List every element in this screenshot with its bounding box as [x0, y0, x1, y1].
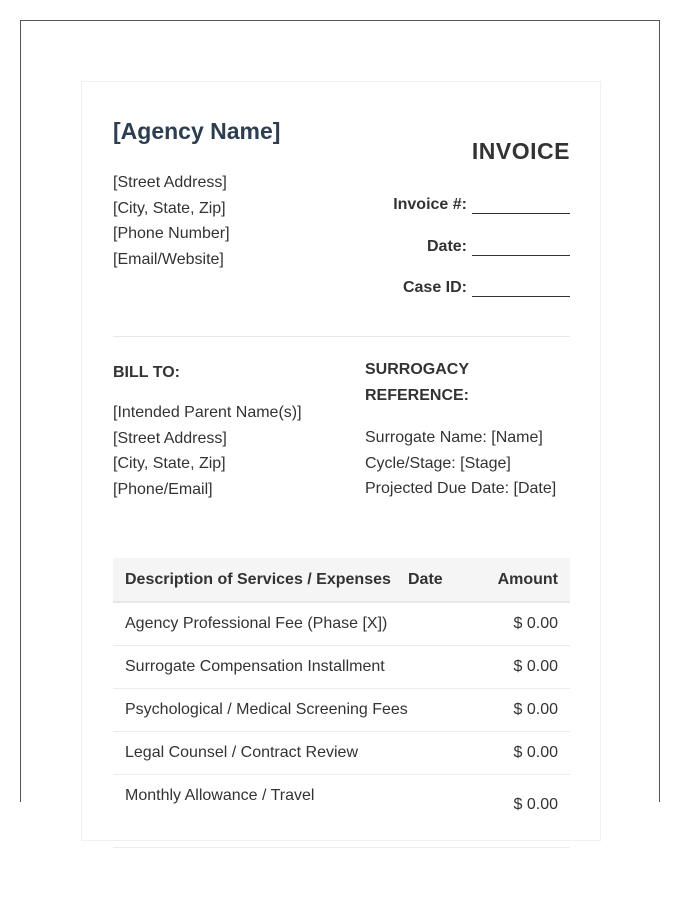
case-id-row [270, 256, 570, 298]
surrogacy-reference-heading: SURROGACY REFERENCE: [365, 361, 470, 404]
bill-to-contact: [Phone/Email] [113, 480, 213, 498]
invoice-number-blank [472, 196, 570, 214]
row-amount: $ 0.00 [513, 658, 558, 675]
invoice-date-blank [472, 238, 570, 256]
bill-to-city: [City, State, Zip] [113, 455, 226, 472]
page-frame [20, 20, 660, 813]
bill-to-street: [Street Address] [113, 429, 227, 447]
surrogacy-reference-details [365, 425, 556, 502]
row-description: Monthly Allowance / Travel [125, 787, 315, 804]
row-amount: $ 0.00 [513, 796, 558, 813]
agency-phone: [Phone Number] [113, 225, 230, 242]
bill-to-name: [Intended Parent Name(s)] [113, 404, 302, 421]
row-description: Agency Professional Fee (Phase [X]) [125, 615, 388, 632]
table-row [113, 689, 570, 732]
row-amount: $ 0.00 [513, 701, 558, 718]
invoice-number-label: Invoice #: [393, 196, 467, 213]
agency-city: [City, State, Zip] [113, 199, 226, 217]
case-id-blank [472, 279, 570, 297]
invoice-title: INVOICE [471, 138, 570, 164]
agency-email: [Email/Website] [113, 250, 224, 268]
header-date: Date [408, 570, 443, 588]
table-row [113, 646, 570, 689]
agency-address [113, 170, 230, 272]
invoice-meta [270, 192, 570, 297]
bill-to-heading: BILL TO: [113, 364, 180, 381]
row-amount: $ 0.00 [513, 615, 558, 632]
projected-due-date: Projected Due Date: [Date] [365, 480, 557, 497]
cycle-stage: Cycle/Stage: [Stage] [365, 454, 511, 472]
row-description: Surrogate Compensation Installment [125, 658, 385, 675]
section-divider [113, 336, 570, 337]
services-table [113, 558, 570, 848]
invoice-sheet [81, 81, 601, 841]
table-header [113, 558, 570, 603]
table-row [113, 603, 570, 646]
table-row [113, 732, 570, 775]
header-description: Description of Services / Expenses [125, 570, 391, 588]
case-id-label: Case ID: [402, 279, 467, 296]
agency-name: [Agency Name] [113, 118, 281, 144]
row-description: Psychological / Medical Screening Fees [125, 701, 408, 718]
table-row [113, 775, 570, 848]
row-description: Legal Counsel / Contract Review [125, 744, 359, 761]
invoice-date-label: Date: [426, 237, 467, 255]
surrogate-name: Surrogate Name: [Name] [365, 429, 543, 446]
invoice-date-row [270, 214, 570, 256]
agency-street: [Street Address] [113, 174, 227, 191]
bill-to-address [113, 400, 302, 502]
header-amount: Amount [497, 570, 558, 588]
row-amount: $ 0.00 [513, 744, 558, 761]
invoice-number-row [270, 192, 570, 214]
